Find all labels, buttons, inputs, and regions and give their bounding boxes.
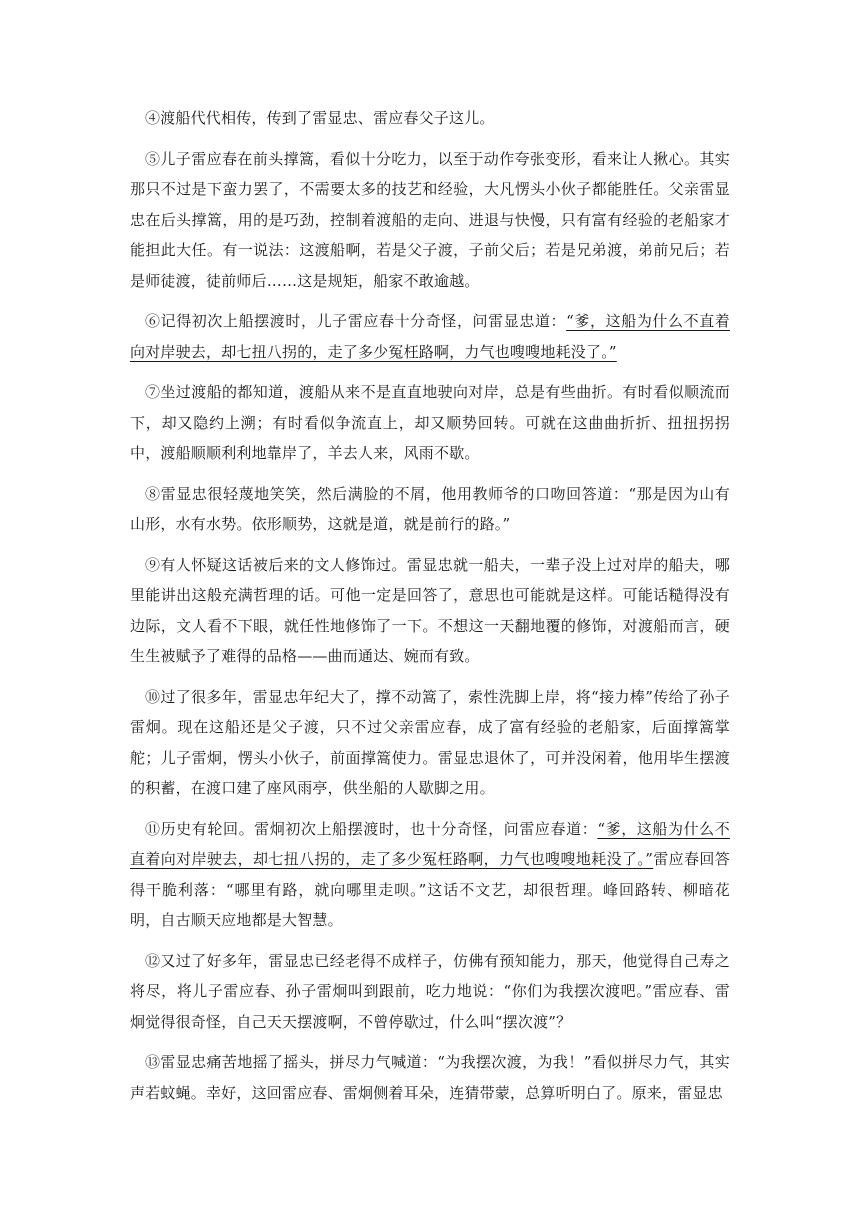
paragraph-11 xyxy=(130,814,730,936)
document-body xyxy=(130,103,730,1108)
paragraph-4 xyxy=(130,103,730,134)
paragraph-7-text: ⑦坐过渡船的都知道，渡船从来不是直直地驶向对岸，总是有些曲折。有时看似顺流而下，却又隐约上溯；有时看似争流直上，却又顺势回转。可就在这曲曲折折、扭扭拐拐中，渡船顺顺利利地靠岸了，羊去人来，风雨不歇。 xyxy=(130,383,730,462)
paragraph-12 xyxy=(130,946,730,1038)
paragraph-10 xyxy=(130,682,730,804)
paragraph-5 xyxy=(130,144,730,297)
paragraph-5-text: ⑤儿子雷应春在前头撑篙，看似十分吃力，以至于动作夸张变形，看来让人揪心。其实那只不过是下蛮力罢了，不需要太多的技艺和经验，大凡愣头小伙子都能胜任。父亲雷显忠在后头撑篙，用的是巧劲，控制着渡船的走向、进退与快慢，只有富有经验的老船家才能担此大任。有一说法：这渡船啊，若是父子渡，子前父后；若是兄弟渡，弟前兄后；若是师徒渡，徒前师后……这是规矩，船家不敢逾越。 xyxy=(130,149,730,290)
paragraph-11-text: ⑪历史有轮回。雷炯初次上船摆渡时，也十分奇怪，问雷应春道： xyxy=(145,819,598,838)
paragraph-7 xyxy=(130,377,730,469)
paragraph-6 xyxy=(130,306,730,367)
paragraph-8 xyxy=(130,479,730,540)
paragraph-6-text: ⑥记得初次上船摆渡时，儿子雷应春十分奇怪，问雷显忠道： xyxy=(145,312,567,330)
paragraph-11-text-end: 雷应春回答得干脆利落：“哪里有路，就向哪里走呗。”这话不文艺，却很哲理。峰回路转、柳暗花明，自古顺天应地都是大智慧。 xyxy=(130,850,730,929)
paragraph-12-text: ⑫又过了好多年，雷显忠已经老得不成样子，仿佛有预知能力，那天，他觉得自己寿之将尽，将儿子雷应春、孙子雷炯叫到跟前，吃力地说：“你们为我摆次渡吧。”雷应春、雷炯觉得很奇怪，自己天天摆渡啊，不曾停歇过，什么叫“摆次渡”？ xyxy=(130,951,730,1031)
paragraph-8-text: ⑧雷显忠很轻蔑地笑笑，然后满脸的不屑，他用教师爷的口吻回答道：“那是因为山有山形，水有水势。依形顺势，这就是道，就是前行的路。” xyxy=(130,484,730,533)
underlined-quote: “爹，这船为什么不直着向对岸驶去，却七扭八拐的，走了多少冤枉路啊，力气也嗖嗖地耗没了。” xyxy=(130,312,731,361)
paragraph-13 xyxy=(130,1047,730,1108)
paragraph-13-text: ⑬雷显忠痛苦地摇了摇头，拼尽力气喊道：“为我摆次渡，为我！”看似拼尽力气，其实声若蚊蝇。幸好，这回雷应春、雷炯侧着耳朵，连猜带蒙，总算听明白了。原来，雷显忠 xyxy=(130,1053,730,1102)
paragraph-9 xyxy=(130,550,730,672)
underlined-quote: “爹，这船为什么不直着向对岸驶去，却七扭八拐的，走了多少冤枉路啊，力气也嗖嗖地耗没了。” xyxy=(130,819,730,868)
paragraph-10-text: ⑩过了很多年，雷显忠年纪大了，撑不动篙了，索性洗脚上岸，将“接力棒”传给了孙子雷炯。现在这船还是父子渡，只不过父亲雷应春，成了富有经验的老船家，后面撑篙掌舵；儿子雷炯，愣头小伙子，前面撑篙使力。雷显忠退休了，可并没闲着，他用毕生摆渡的积蓄，在渡口建了座风雨亭，供坐船的人歇脚之用。 xyxy=(130,687,730,797)
paragraph-4-text: ④渡船代代相传，传到了雷显忠、雷应春父子这儿。 xyxy=(145,109,495,127)
paragraph-9-text: ⑨有人怀疑这话被后来的文人修饰过。雷显忠就一船夫，一辈子没上过对岸的船夫，哪里能讲出这般充满哲理的话。可他一定是回答了，意思也可能就是这样。可能话糙得没有边际，文人看不下眼，就任性地修饰了一下。不想这一天翻地覆的修饰，对渡船而言，硬生生被赋予了难得的品格——曲而通达、婉而有致。 xyxy=(130,555,730,665)
